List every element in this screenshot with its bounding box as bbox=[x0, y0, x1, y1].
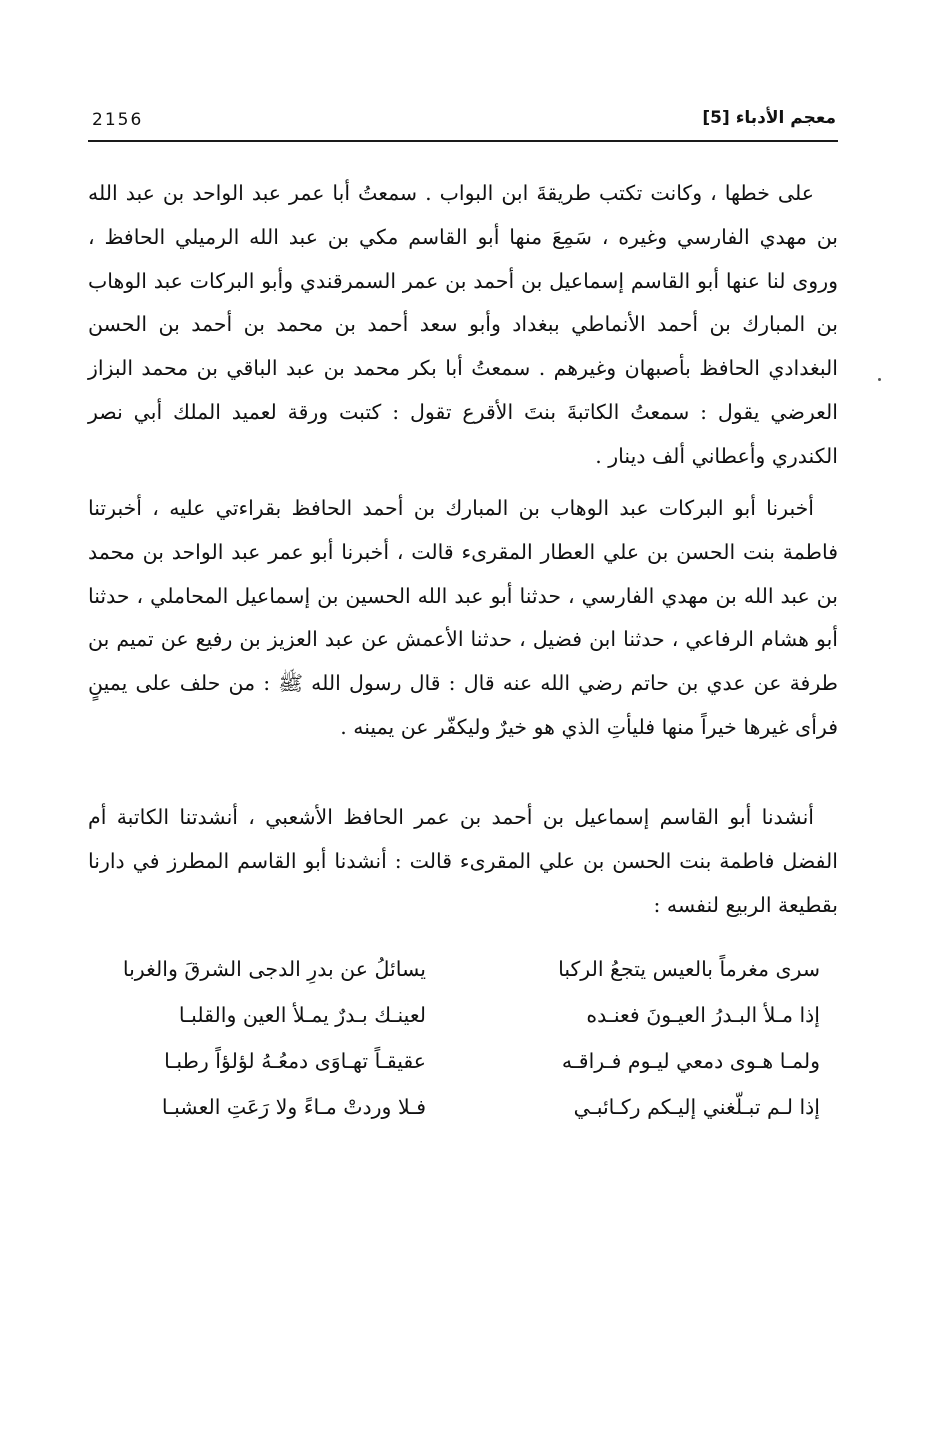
verse-first-hemistich: ولمـا هـوى دمعي ليـوم فـراقـه bbox=[561, 1049, 820, 1073]
book-title: معجم الأدباء [5] bbox=[702, 108, 836, 128]
poem-verse bbox=[108, 992, 820, 1038]
verse-second-hemistich: عقيقـاً تهـاوَى دمعُـهُ لؤلؤاً رطبـا bbox=[164, 1049, 426, 1073]
verse-second-hemistich: يسائلُ عن بدرِ الدجى الشرقَ والغربا bbox=[122, 957, 426, 981]
verse-second-hemistich: لعينـك بـدرٌ يمـلأ العين والقلبـا bbox=[178, 1003, 426, 1027]
paragraph-text: أخبرنا أبو البركات عبد الوهاب بن المبارك بن أحمد الحافظ بقراءتي عليه ، أخبرتنا فاطمة بنت الحسن بن علي العطار المقرىء قالت ، أخبرنا أبو عمر عبد الواحد بن محمد بن عبد الله بن مهدي الفارسي ، حدثنا أبو عبد الله الحسين بن إسماعيل المحاملي ، حدثنا أبو هشام الرفاعي ، حدثنا ابن فضيل ، حدثنا الأعمش عن عبد العزيز بن رفيع عن تميم بن طرفة عن عدي بن حاتم رضي الله عنه قال : قال رسول الله ﷺ : من حلف على يمينٍ فرأى غيرها خيراً منها فليأتِ الذي هو خيرٌ وليكفّر عن يمينه . bbox=[88, 496, 838, 739]
paragraph-1 bbox=[88, 172, 838, 479]
paragraph-text: على خطها ، وكانت تكتب طريقةَ ابن البواب . سمعتُ أبا عمر عبد الواحد بن عبد الله بن مهدي الفارسي وغيره ، سَمِعَ منها أبو القاسم مكي بن عبد الله الرميلي الحافظ ، وروى لنا عنها أبو القاسم إسماعيل بن أحمد بن عمر السمرقندي وأبو البركات عبد الوهاب بن المبارك بن أحمد الأنماطي ببغداد وأبو سعد أحمد بن محمد بن أحمد بن الحسن البغدادي الحافظ بأصبهان وغيرهم . سمعتُ أبا بكر محمد بن عبد الباقي بن محمد البزاز العرضي يقول : سمعتُ الكاتبةَ بنتَ الأقرع تقول : كتبت ورقة لعميد الملك أبي نصر الكندري وأعطاني ألف دينار . bbox=[88, 181, 838, 468]
verse-second-hemistich: فـلا وردتْ مـاءً ولا رَعَتِ العشبـا bbox=[161, 1095, 426, 1119]
paragraph-3 bbox=[88, 796, 838, 927]
poem-verse bbox=[108, 946, 820, 992]
verse-first-hemistich: سرى مغرماً بالعيس يتجعُ الركبا bbox=[558, 957, 820, 981]
paragraph-text: أنشدنا أبو القاسم إسماعيل بن أحمد بن عمر الحافظ الأشعبي ، أنشدتنا الكاتبة أم الفضل فاطمة بنت الحسن بن علي المقرىء قالت : أنشدنا أبو القاسم المطرز في دارنا بقطيعة الربيع لنفسه : bbox=[88, 805, 838, 917]
poem-verse bbox=[108, 1084, 820, 1130]
scan-speck bbox=[878, 378, 881, 381]
verse-first-hemistich: إذا لـم تبـلّغني إليـكم ركـائبـي bbox=[573, 1095, 820, 1119]
page-header bbox=[88, 104, 838, 142]
page-number: 2156 bbox=[92, 110, 144, 130]
verse-first-hemistich: إذا مـلأ البـدرُ العيـونَ فعنـده bbox=[586, 1003, 820, 1027]
poem-verse bbox=[108, 1038, 820, 1084]
paragraph-2 bbox=[88, 487, 838, 750]
poem bbox=[108, 946, 820, 1130]
